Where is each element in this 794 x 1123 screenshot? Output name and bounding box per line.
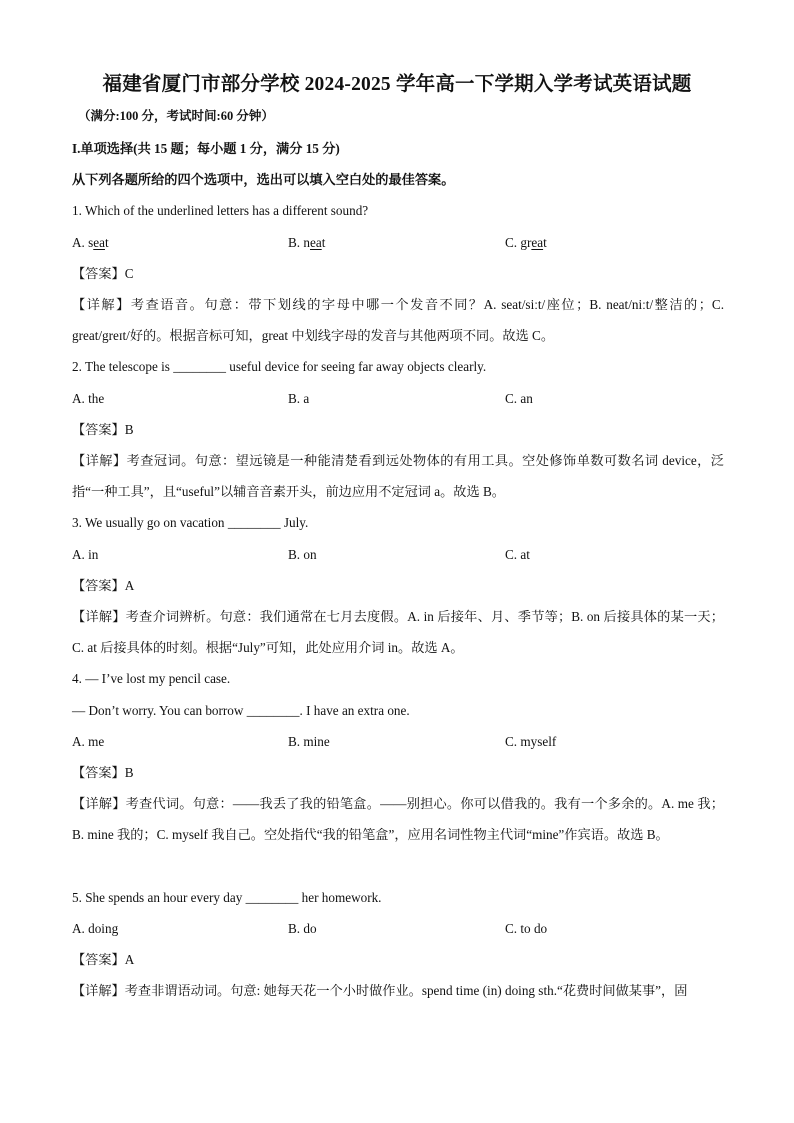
explanation-label: 【详解】	[72, 297, 131, 312]
question-4-option-a: A. me	[72, 734, 105, 749]
question-3-stem: 3. We usually go on vacation ________ July.	[72, 515, 309, 530]
question-1-explanation	[72, 289, 724, 351]
section-instruction: 从下列各题所给的四个选项中，选出可以填入空白处的最佳答案。	[72, 172, 455, 187]
question-3-explanation	[72, 601, 724, 663]
question-4-answer: 【答案】B	[72, 765, 134, 780]
section-heading: I.单项选择(共 15 题；每小题 1 分，满分 15 分)	[72, 141, 340, 156]
question-3-answer: 【答案】A	[72, 578, 135, 593]
explanation-text: 考查语音。句意：带下划线的字母中哪一个发音不同？A. seat/siːt/座位；B. neat/niːt/整洁的；C. great/greɪt/好的。根据音标可知，great 中划线字母的发音与其他两项不同。故选 C。	[72, 297, 724, 343]
question-4-option-b: B. mine	[288, 734, 330, 749]
question-3-option-b: B. on	[288, 547, 317, 562]
exam-info: （满分:100 分，考试时间:60 分钟）	[78, 109, 274, 123]
question-5-explanation	[72, 975, 724, 1006]
question-2-answer: 【答案】B	[72, 422, 134, 437]
explanation-label: 【详解】	[72, 983, 125, 998]
explanation-label: 【详解】	[72, 453, 127, 468]
question-4-option-c: C. myself	[505, 734, 557, 749]
question-2-option-b: B. a	[288, 391, 310, 406]
page-title: 福建省厦门市部分学校 2024-2025 学年高一下学期入学考试英语试题	[102, 74, 692, 95]
explanation-text: 考查介词辨析。句意：我们通常在七月去度假。A. in 后接年、月、季节等；B. on 后接具体的某一天；C. at 后接具体的时刻。根据“July”可知，此处应用介词 in。故选 A。	[72, 609, 724, 655]
question-5-option-c: C. to do	[505, 921, 548, 936]
question-5-option-a: A. doing	[72, 921, 119, 936]
question-2-option-c: C. an	[505, 391, 533, 406]
explanation-label: 【详解】	[72, 796, 126, 811]
question-5-answer: 【答案】A	[72, 952, 135, 967]
question-4-stem-line-2: — Don’t worry. You can borrow ________. I have an extra one.	[72, 703, 410, 718]
question-3-option-c: C. at	[505, 547, 530, 562]
question-2-explanation	[72, 445, 724, 507]
question-1-option-a: A. seat	[72, 235, 109, 250]
question-3-option-a: A. in	[72, 547, 99, 562]
question-1-answer: 【答案】C	[72, 266, 134, 281]
question-1-option-c: C. great	[505, 235, 547, 250]
question-1-stem: 1. Which of the underlined letters has a different sound?	[72, 203, 369, 218]
question-4-explanation	[72, 788, 724, 850]
question-2-stem: 2. The telescope is ________ useful device for seeing far away objects clearly.	[72, 359, 487, 374]
explanation-label: 【详解】	[72, 609, 126, 624]
question-1-option-b: B. neat	[288, 235, 326, 250]
explanation-text: 考查冠词。句意：望远镜是一种能清楚看到远处物体的有用工具。空处修饰单数可数名词 device，泛指“一种工具”，且“useful”以辅音音素开头，前边应用不定冠词 a。故选 B。	[72, 453, 724, 499]
question-4-stem-line-1: 4. — I’ve lost my pencil case.	[72, 671, 231, 686]
question-2-option-a: A. the	[72, 391, 105, 406]
explanation-text: 考查非谓语动词。句意: 她每天花一个小时做作业。spend time (in) doing sth.“花费时间做某事”，固	[124, 983, 688, 998]
question-5-stem: 5. She spends an hour every day ________ her homework.	[72, 890, 382, 905]
question-5-option-b: B. do	[288, 921, 317, 936]
explanation-text: 考查代词。句意：——我丢了我的铅笔盒。——别担心。你可以借我的。我有一个多余的。A. me 我；B. mine 我的；C. myself 我自己。空处指代“我的铅笔盒”，应用名词性物主代词“mine”作宾语。故选 B。	[72, 796, 724, 842]
